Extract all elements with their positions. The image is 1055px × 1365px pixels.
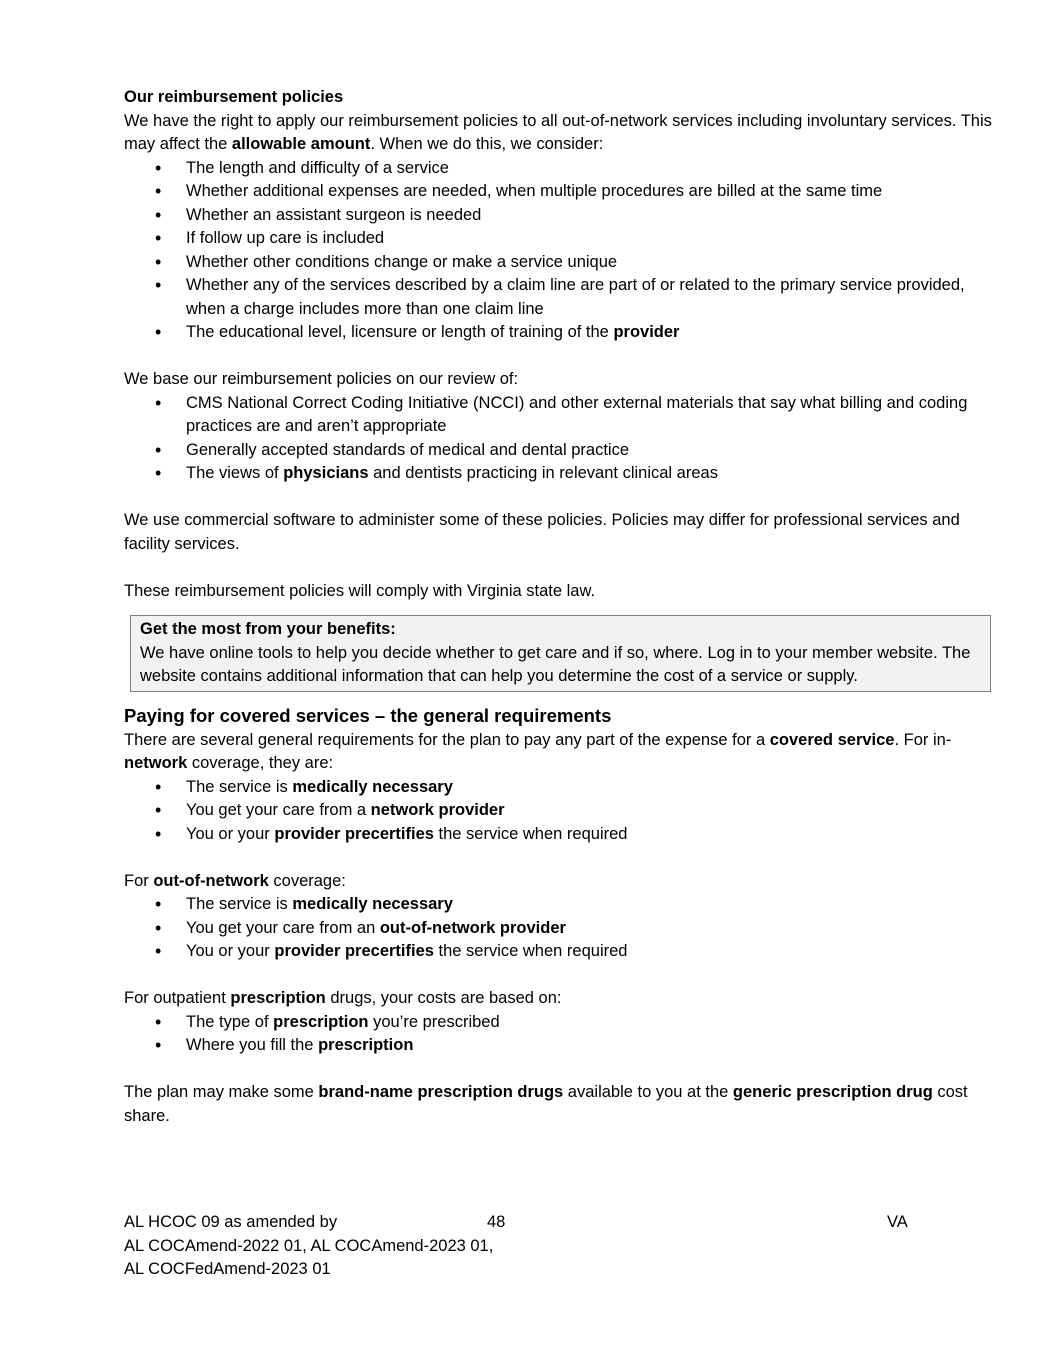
list-item: • You or your provider precertifies the service when required [124,940,992,964]
prescription-list [124,1011,992,1058]
prescription-intro: For outpatient prescription drugs, your costs are based on: [124,989,562,1007]
list-item: • Whether additional expenses are needed, when multiple procedures are billed at the same time [124,180,992,204]
list-item: • Whether other conditions change or make a service unique [124,251,992,275]
list-item: • Whether an assistant surgeon is needed [124,204,992,228]
in-network-list [124,776,992,847]
list-item: • The educational level, licensure or length of training of the provider [124,321,992,345]
callout-body: We have online tools to help you decide whether to get care and if so, where. Log in to your member website. The website contains additional information that can help you determine the cost of a service or supply. [140,643,971,685]
list-item: • Where you fill the prescription [124,1034,992,1058]
software-paragraph: We use commercial software to administer some of these policies. Policies may differ for professional services and facility services. [124,511,960,553]
footer-state: VA [887,1213,908,1231]
brand-name-paragraph: The plan may make some brand-name prescription drugs available to you at the generic prescription drug cost share. [124,1083,968,1125]
footer-form-line-3: AL COCFedAmend-2023 01 [124,1260,331,1278]
callout-title: Get the most from your benefits: [140,620,396,638]
paying-heading: Paying for covered services – the general requirements [124,704,612,726]
review-list [124,392,992,486]
reimbursement-heading: Our reimbursement policies [124,88,344,106]
considerations-list [124,157,992,345]
out-of-network-list [124,893,992,964]
list-item: • Generally accepted standards of medical and dental practice [124,439,992,463]
page-content [124,86,992,1128]
list-item: • You get your care from a network provider [124,799,992,823]
review-intro: We base our reimbursement policies on our review of: [124,370,519,388]
footer-form-line-1: AL HCOC 09 as amended by [124,1213,338,1231]
page-footer [124,1211,924,1282]
reimbursement-intro: We have the right to apply our reimbursement policies to all out-of-network services including involuntary services. This may affect the allowable amount. When we do this, we consider: [124,111,992,153]
footer-page-number: 48 [487,1213,506,1231]
list-item: • You get your care from an out-of-network provider [124,917,992,941]
list-item: • You or your provider precertifies the service when required [124,823,992,847]
paying-intro: There are several general requirements for the plan to pay any part of the expense for a covered service. For in-network coverage, they are: [124,730,952,772]
list-item: • The type of prescription you’re prescribed [124,1011,992,1035]
list-item: • The length and difficulty of a service [124,157,992,181]
list-item: • The service is medically necessary [124,893,992,917]
list-item: • The service is medically necessary [124,776,992,800]
list-item: • The views of physicians and dentists practicing in relevant clinical areas [124,462,992,486]
benefits-callout-box [130,615,991,692]
list-item: • If follow up care is included [124,227,992,251]
list-item: • Whether any of the services described by a claim line are part of or related to the primary service provided, when a charge includes more than one claim line [124,274,992,321]
footer-form-line-2: AL COCAmend-2022 01, AL COCAmend-2023 01, [124,1236,494,1255]
state-law-paragraph: These reimbursement policies will comply with Virginia state law. [124,581,596,600]
list-item: • CMS National Correct Coding Initiative (NCCI) and other external materials that say what billing and coding practices are and aren’t appropriate [124,392,992,439]
out-of-network-intro: For out-of-network coverage: [124,871,346,890]
